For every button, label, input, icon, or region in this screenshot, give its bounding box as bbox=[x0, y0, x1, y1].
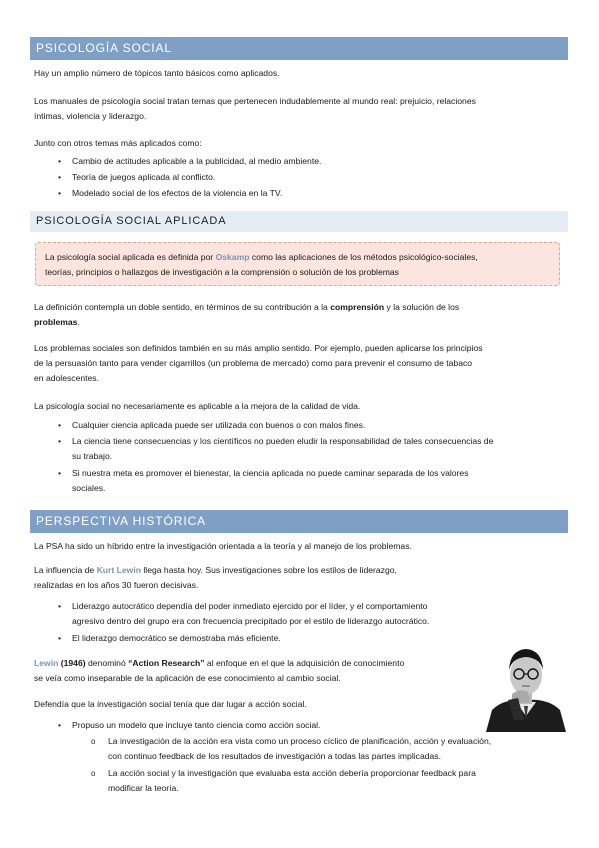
paragraph: Hay un amplio número de tópicos tanto básicos como aplicados. bbox=[34, 68, 280, 78]
paragraph: La influencia de Kurt Lewin llega hasta hoy. Sus investigaciones sobre los estilos de liderazgo, realizadas en los años 30 fueron decisivas. bbox=[34, 565, 397, 590]
list-item: • Cualquier ciencia aplicada puede ser utilizada con buenos o con malos fines. bbox=[58, 420, 366, 430]
definition-callout: La psicología social aplicada es definida por Oskamp como las aplicaciones de los métodos psicológico-sociales, teorías, principios o hallazgos de investigación a la comprensión o solución de los problemas bbox=[35, 242, 560, 286]
list-item: • Si nuestra meta es promover el bienestar, la ciencia aplicada no puede caminar separada de los valores sociales. bbox=[58, 468, 469, 493]
list-item: • Cambio de actitudes aplicable a la publicidad, al medio ambiente. bbox=[58, 156, 322, 166]
list-item: • Liderazgo autocrático dependía del poder inmediato ejercido por el líder, y el comportamiento agresivo dentro del grupo era con frecuencia precipitado por el estilo de liderazgo autocrático. bbox=[58, 601, 430, 626]
section-heading-perspectiva-historica: PERSPECTIVA HISTÓRICA bbox=[30, 510, 568, 533]
paragraph: Lewin (1946) denominó “Action Research” al enfoque en el que la adquisición de conocimiento se veía como inseparable de la aplicación de ese conocimiento al cambio social. bbox=[34, 658, 405, 683]
paragraph: Junto con otros temas más aplicados como: bbox=[34, 138, 202, 148]
author-name-oskamp: Oskamp bbox=[215, 252, 250, 262]
sub-list-item: o La investigación de la acción era vista como un proceso cíclico de planificación, acción y evaluación, con continuo feedback de los resultados de investigación a todas las partes implicadas. bbox=[91, 736, 492, 761]
paragraph: La psicología social no necesariamente es aplicable a la mejora de la calidad de vida. bbox=[34, 401, 361, 411]
sub-list-item: o La acción social y la investigación que evaluaba esta acción debería proporcionar feedback para modificar la teoría. bbox=[91, 768, 476, 793]
section-heading-psicologia-social: PSICOLOGÍA SOCIAL bbox=[30, 37, 568, 60]
paragraph: Los manuales de psicología social tratan temas que pertenecen indudablemente al mundo real: prejuicio, relaciones íntimas, violencia y liderazgo. bbox=[34, 96, 476, 121]
paragraph: La PSA ha sido un híbrido entre la investigación orientada a la teoría y al manejo de los problemas. bbox=[34, 541, 412, 551]
author-name-kurt-lewin: Kurt Lewin bbox=[96, 565, 141, 575]
paragraph: La definición contempla un doble sentido, en términos de su contribución a la comprensión y la solución de los problemas. bbox=[34, 302, 460, 327]
list-item: • La ciencia tiene consecuencias y los científicos no pueden eludir la responsabilidad de tales consecuencias de su trabajo. bbox=[58, 436, 494, 461]
list-item: • Propuso un modelo que incluye tanto ciencia como acción social. bbox=[58, 720, 321, 730]
paragraph: Defendía que la investigación social tenía que dar lugar a acción social. bbox=[34, 699, 307, 709]
author-name-lewin: Lewin bbox=[34, 658, 59, 668]
section-heading-psicologia-social-aplicada: PSICOLOGÍA SOCIAL APLICADA bbox=[30, 211, 568, 232]
list-item: • Teoría de juegos aplicada al conflicto. bbox=[58, 172, 216, 182]
paragraph: Los problemas sociales son definidos también en su más amplio sentido. Por ejemplo, pueden aplicarse los principios de la persuasión tanto para vender cigarrillos (un problema de mercado) como para prevenir el consumo de tabaco en adolescentes. bbox=[34, 343, 483, 383]
list-item: • El liderazgo democrático se demostraba más eficiente. bbox=[58, 633, 281, 643]
list-item: • Modelado social de los efectos de la violencia en la TV. bbox=[58, 188, 283, 198]
portrait-photo bbox=[484, 640, 568, 732]
